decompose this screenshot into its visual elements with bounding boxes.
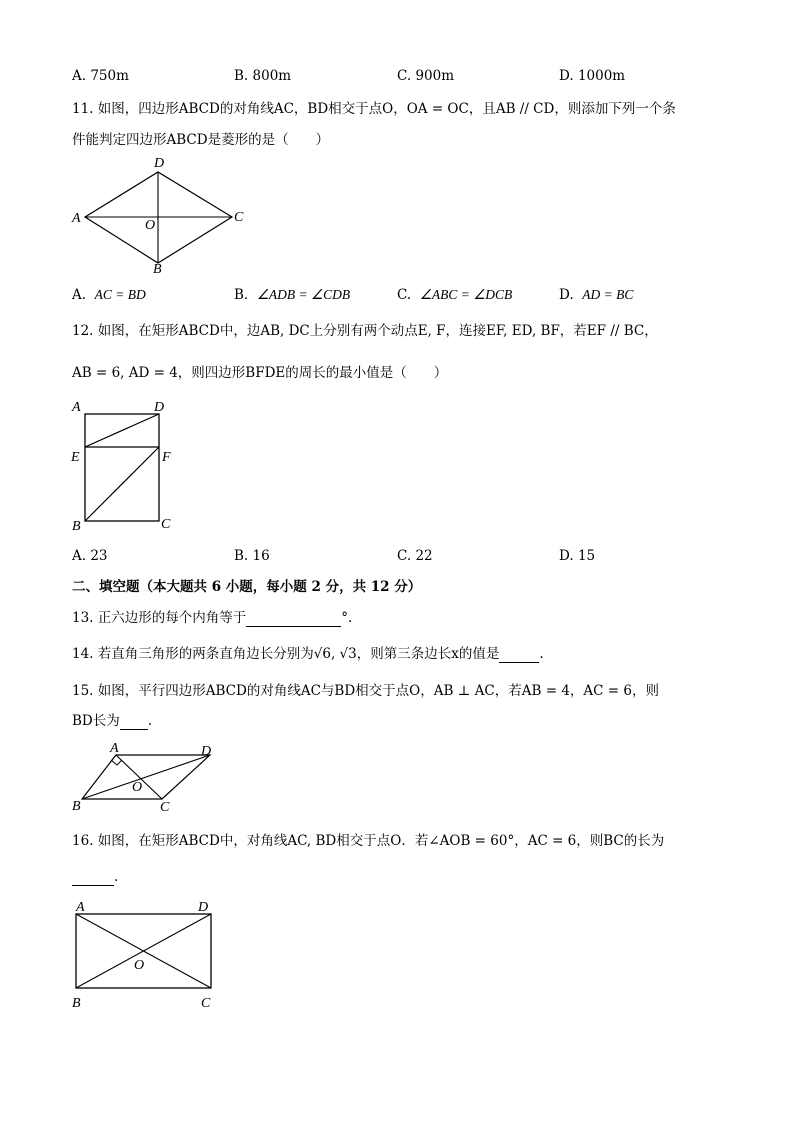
diagonal-bd	[82, 755, 210, 799]
q15-stem-line2: BD长为 .	[72, 713, 153, 729]
q12-option-d: D. 15	[559, 548, 596, 564]
label-b: B	[72, 799, 81, 814]
label-a: A	[72, 400, 81, 415]
q11-option-c: C. ∠ABC = ∠DCB	[397, 287, 513, 303]
label-b: B	[153, 262, 162, 277]
label-a: A	[76, 900, 85, 915]
label-d: D	[154, 400, 165, 415]
q15-answer-blank[interactable]	[120, 715, 148, 730]
label-d: D	[198, 900, 209, 915]
label-c: C	[160, 800, 170, 815]
label-d: D	[201, 744, 212, 759]
q13-answer-blank[interactable]	[246, 612, 341, 627]
q11-option-b: B. ∠ADB = ∠CDB	[234, 287, 351, 303]
q12-stem-line1: 12. 如图，在矩形ABCD中，边AB, DC上分别有两个动点E, F，连接EF, ED, BF，若EF // BC，	[72, 323, 658, 339]
q10-option-c: C. 900m	[397, 68, 455, 84]
q15-parallelogram-figure	[68, 740, 228, 815]
q13-stem: 13. 正六边形的每个内角等于 °.	[72, 610, 353, 626]
label-b: B	[72, 519, 81, 534]
q16-answer-blank[interactable]	[72, 871, 114, 886]
label-o: O	[145, 218, 156, 233]
label-c: C	[201, 996, 211, 1011]
label-c: C	[234, 210, 244, 225]
label-c: C	[161, 517, 171, 532]
label-a: A	[110, 741, 119, 756]
label-a: A	[72, 211, 81, 226]
label-o: O	[134, 958, 145, 973]
q10-option-d: D. 1000m	[559, 68, 626, 84]
q12-option-a: A. 23	[72, 548, 108, 564]
q12-option-b: B. 16	[234, 548, 270, 564]
q14-stem: 14. 若直角三角形的两条直角边长分别为√6, √3，则第三条边长x的值是 .	[72, 646, 544, 662]
segment-ed	[85, 414, 159, 447]
q15-stem-line1: 15. 如图，平行四边形ABCD的对角线AC与BD相交于点O，AB ⊥ AC，若AB = 4，AC = 6，则	[72, 683, 659, 699]
q16-stem-line1: 16. 如图，在矩形ABCD中，对角线AC, BD相交于点O．若∠AOB = 60°，AC = 6，则BC的长为	[72, 833, 665, 849]
right-angle-mark	[111, 760, 122, 765]
q11-option-d: D. AD = BC	[559, 287, 634, 303]
label-e: E	[71, 450, 80, 465]
section-title-fill-in: 二、填空题（本大题共 6 小题，每小题 2 分，共 12 分）	[72, 579, 422, 595]
label-b: B	[72, 996, 81, 1011]
q12-option-c: C. 22	[397, 548, 433, 564]
q11-rhombus-figure	[70, 155, 250, 275]
segment-bf	[85, 447, 159, 521]
q10-option-a: A. 750m	[72, 68, 129, 84]
q11-stem-line1: 11. 如图，四边形ABCD的对角线AC，BD相交于点O，OA = OC，且AB // CD，则添加下列一个条	[72, 101, 676, 117]
q10-option-b: B. 800m	[234, 68, 292, 84]
q11-stem-line2: 件能判定四边形ABCD是菱形的是（ ）	[72, 132, 330, 148]
q16-stem-line2: .	[72, 868, 118, 886]
q16-rectangle-figure	[68, 895, 228, 1015]
label-d: D	[154, 156, 165, 171]
label-f: F	[162, 450, 171, 465]
q12-rectangle-figure	[68, 395, 188, 535]
q12-stem-line2: AB = 6, AD = 4，则四边形BFDE的周长的最小值是（ ）	[72, 365, 448, 381]
q14-answer-blank[interactable]	[499, 648, 539, 663]
q11-option-a: A. AC = BD	[72, 287, 146, 303]
label-o: O	[132, 780, 143, 795]
